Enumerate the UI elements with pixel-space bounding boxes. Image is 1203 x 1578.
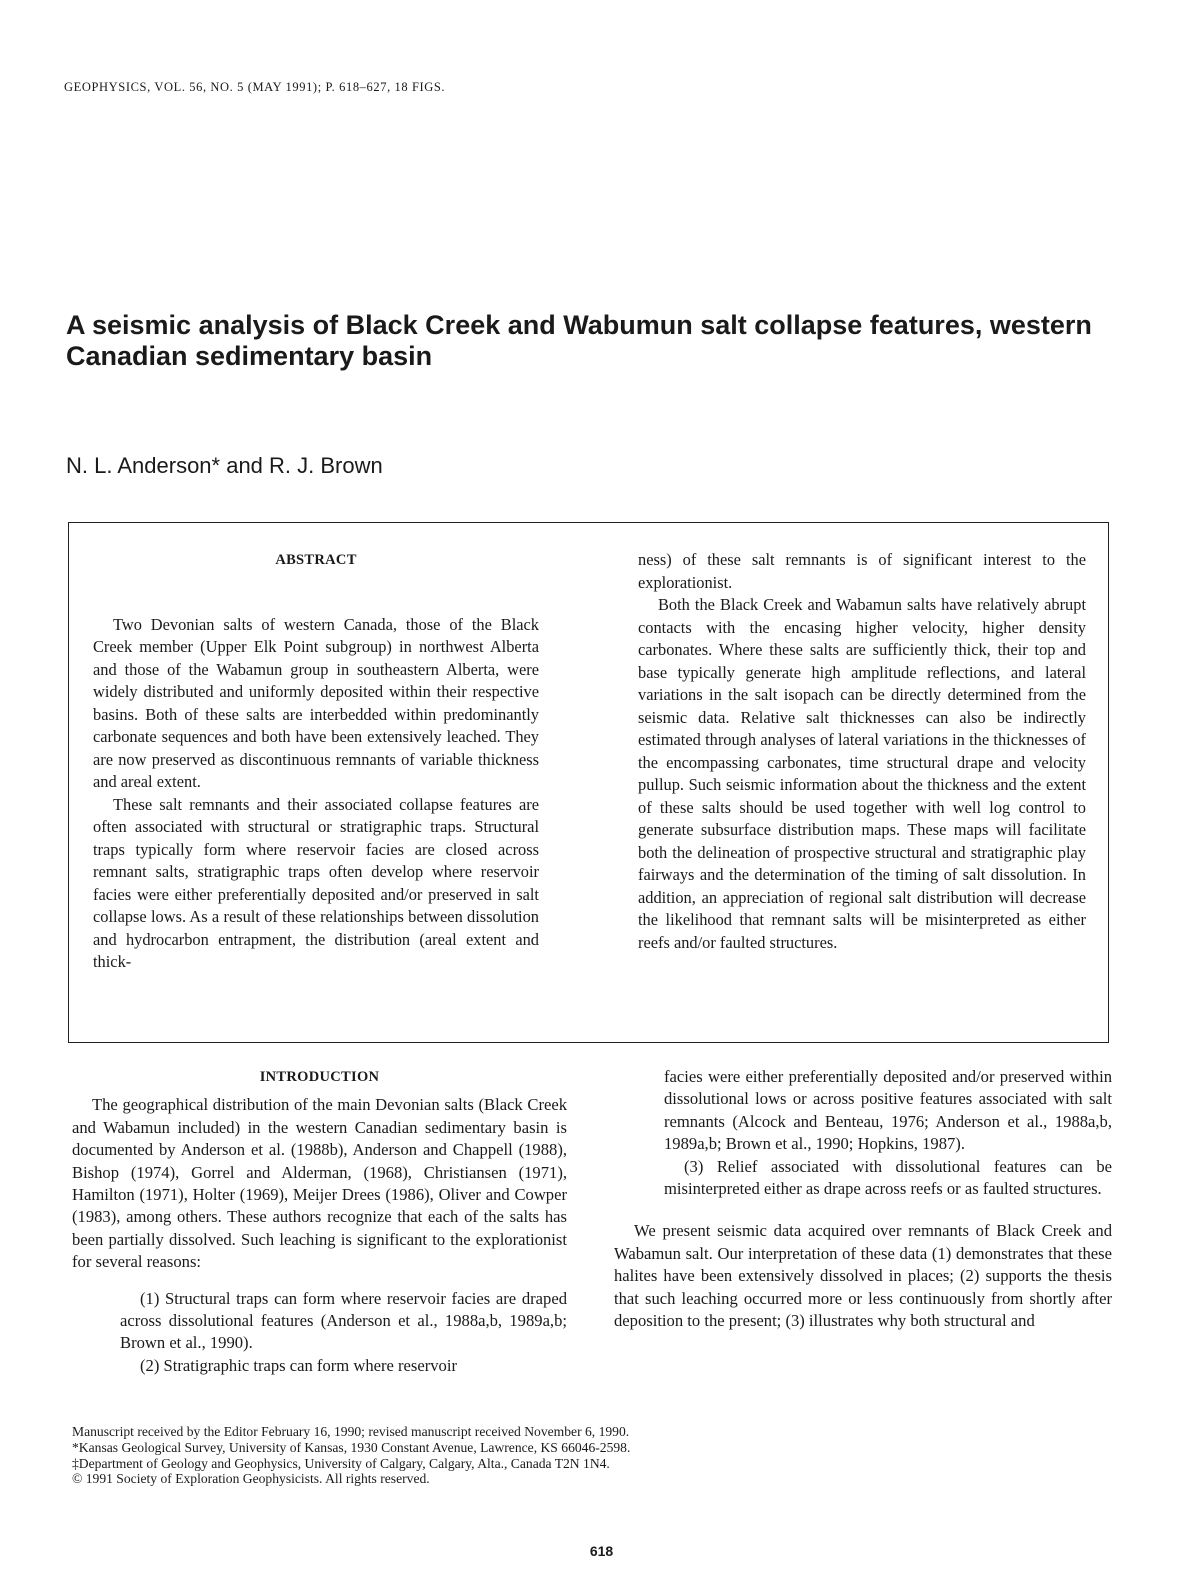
introduction-heading: INTRODUCTION	[259, 1069, 380, 1085]
paper-title: A seismic analysis of Black Creek and Wabumun salt collapse features, western Canadian sedimentary basin	[66, 310, 1092, 371]
footnotes	[72, 1424, 892, 1487]
abstract-paragraph-1: Two Devonian salts of western Canada, those of the Black Creek member (Upper Elk Point subgroup) in northwest Alberta and those of the Wabamun group in southeastern Alberta, were widely distributed and uniformly deposited within their respective basins. Both of these salts are interbedded within predominantly carbonate sequences and both have been extensively leached. They are now preserved as discontinuous remnants of variable thickness and areal extent.	[93, 614, 539, 791]
abstract-box	[68, 522, 1109, 1043]
abstract-right-column	[638, 549, 1086, 954]
introduction-paragraph-1: The geographical distribution of the main Devonian salts (Black Creek and Wabamun included) in the western Canadian sedimentary basin is documented by Anderson et al. (1988b), Anderson and Chappell (1988), Bishop (1974), Gorrel and Alderman, (1968), Christiansen (1971), Hamilton (1971), Holter (1969), Meijer Drees (1986), Oliver and Cowper (1983), among others. These authors recognize that each of the salts has been partially dissolved. Such leaching is significant to the explorationist for several reasons:	[72, 1095, 567, 1272]
list-item-2: (2) Stratigraphic traps can form where reservoir	[140, 1355, 457, 1375]
footnote-affiliation-2: ‡Department of Geology and Geophysics, University of Calgary, Calgary, Alta., Canada T2N 1N4.	[72, 1455, 610, 1471]
abstract-left-column	[93, 549, 539, 974]
footnote-manuscript: Manuscript received by the Editor February 16, 1990; revised manuscript received November 6, 1990.	[72, 1424, 630, 1439]
list-item-3: (3) Relief associated with dissolutional features can be misinterpreted either as drape across reefs or as faulted structures.	[664, 1156, 1112, 1199]
abstract-paragraph-3: Both the Black Creek and Wabamun salts have relatively abrupt contacts with the encasing higher velocity, higher density carbonates. Where these salts are sufficiently thick, their top and base typically generate high amplitude reflections, and lateral variations in the salt isopach can be directly determined from the seismic data. Relative salt thicknesses can also be indirectly estimated through analyses of lateral variations in the thicknesses of the encompassing carbonates, time structural drape and velocity pullup. Such seismic information about the thickness and the extent of these salts should be used together with well log control to generate subsurface distribution maps. These maps will facilitate both the delineation of prospective structural and stratigraphic play fairways and the determination of the timing of salt dissolution. In addition, an appreciation of regional salt distribution will decrease the likelihood that remnant salts will be misinterpreted as either reefs and/or faulted structures.	[638, 595, 1086, 952]
page-number: 618	[589, 1543, 614, 1559]
abstract-heading: ABSTRACT	[275, 552, 357, 568]
introduction-right-column	[614, 1066, 1112, 1332]
abstract-paragraph-2: These salt remnants and their associated collapse features are often associated with structural or stratigraphic traps. Structural traps typically form where reservoir facies are closed across remnant salts, stratigraphic traps often develop where reservoir facies were either preferentially deposited and/or preserved in salt collapse lows. As a result of these relationships between dissolution and hydrocarbon entrapment, the distribution (areal extent and thick-	[93, 794, 539, 971]
introduction-left-column	[72, 1066, 567, 1377]
footnote-copyright: © 1991 Society of Exploration Geophysicists. All rights reserved.	[72, 1471, 430, 1487]
list-item-2-continued: facies were either preferentially deposited and/or preserved within dissolutional lows or across positive features associated with salt remnants (Alcock and Benteau, 1976; Anderson et al., 1988a,b, 1989a,b; Brown et al., 1990; Hopkins, 1987).	[664, 1067, 1112, 1154]
abstract-paragraph-2-continued: ness) of these salt remnants is of significant interest to the explorationist.	[638, 550, 1086, 592]
footnote-affiliation-1: *Kansas Geological Survey, University of Kansas, 1930 Constant Avenue, Lawrence, KS 66046-2598.	[72, 1439, 631, 1455]
authors: N. L. Anderson* and R. J. Brown	[66, 453, 383, 478]
introduction-paragraph-2: We present seismic data acquired over remnants of Black Creek and Wabamun salt. Our interpretation of these data (1) demonstrates that these halites have been extensively dissolved in places; (2) supports the thesis that such leaching occurred more or less continuously from shortly after deposition to the present; (3) illustrates why both structural and	[614, 1221, 1112, 1331]
list-item-1: (1) Structural traps can form where reservoir facies are draped across dissolutional features (Anderson et al., 1988a,b, 1989a,b; Brown et al., 1990).	[120, 1288, 567, 1353]
journal-header: GEOPHYSICS, VOL. 56, NO. 5 (MAY 1991); P. 618–627, 18 FIGS.	[64, 80, 446, 94]
